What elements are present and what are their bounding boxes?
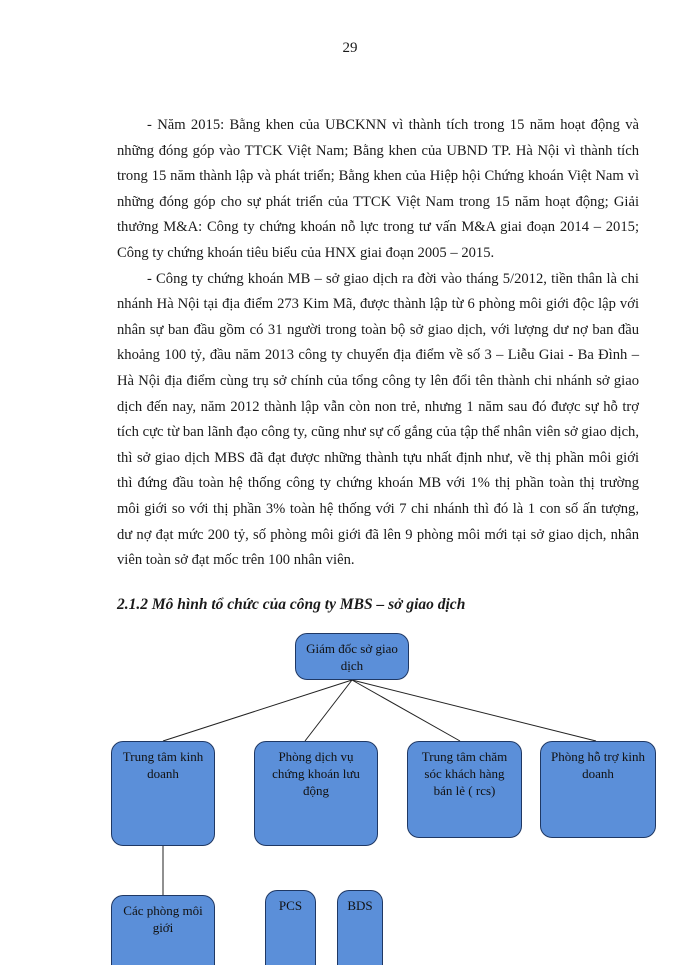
paragraph-history: - Công ty chứng khoán MB – sở giao dịch ra đời vào tháng 5/2012, tiền thân là chi nhánh Hà Nội tại địa điểm 273 Kim Mã, được thành lập từ 6 phòng môi giới độc lập với nhân sự ban đầu gồm có 31 người trong toàn bộ sở giao dịch, với lượng dư nợ ban đầu khoảng 100 tỷ, đầu năm 2013 công ty chuyển địa điểm về số 3 – Liễu Giai - Ba Đình – Hà Nội địa điểm cùng trụ sở chính của tổng công ty lên đổi tên thành chi nhánh sở giao dịch đến nay, năm 2012 thành lập vẫn còn non trẻ, nhưng 1 năm sau đó được sự hỗ trợ tích cực từ ban lãnh đạo công ty, cũng như sự cố gắng của tập thể nhân viên sở giao dịch, thì sở giao dịch MBS đã đạt được những thành tựu nhất định như, về thị phần môi giới thì đứng đầu toàn hệ thống công ty chứng khoán MB với 1% thị phần toàn thị trường môi giới so với thị phần 3% toàn hệ thống với 7 chi nhánh thì đó là 1 con số ấn tượng, dư nợ đạt mức 200 tỷ, số phòng môi giới đã lên 9 phòng môi mới tại sở giao dịch, nhân viên toàn sở đạt mốc trên 100 nhân viên. [117, 270, 639, 569]
page-number: 29 [342, 40, 358, 56]
connector-root-dept-1 [163, 680, 352, 741]
org-box-dept-rcs: Trung tâm chăm sóc khách hàng bán lẻ ( rcs) [407, 741, 522, 838]
connector-root-dept-3 [352, 680, 460, 741]
org-box-dept-phong-dich-vu: Phòng dịch vụ chứng khoán lưu động [254, 741, 378, 846]
section-heading: 2.1.2 Mô hình tổ chức của công ty MBS – sở giao dịch [117, 596, 466, 613]
org-box-dept-trung-tam-kinh-doanh: Trung tâm kinh doanh [111, 741, 215, 846]
org-box-sub-phong-moi-gioi: Các phòng môi giới [111, 895, 215, 965]
body-text [117, 113, 639, 574]
org-box-sub-bds: BDS [337, 890, 383, 965]
org-box-sub-pcs: PCS [265, 890, 316, 965]
org-box-dept-ho-tro-kinh-doanh: Phòng hỗ trợ kinh doanh [540, 741, 656, 838]
connector-root-dept-2 [305, 680, 352, 741]
paragraph-awards: - Năm 2015: Bằng khen của UBCKNN vì thành tích trong 15 năm hoạt động và những đóng góp vào TTCK Việt Nam; Bằng khen của UBND TP. Hà Nội vì thành tích trong 15 năm thành lập và phát triển; Bằng khen của Hiệp hội Chứng khoán Việt Nam vì những đóng góp cho sự phát triển của TTCK Việt Nam trong 15 năm hoạt động; Giải thưởng M&A: Công ty chứng khoán nỗ lực trong tư vấn M&A giai đoạn 2014 – 2015; Công ty chứng khoán tiêu biểu của HNX giai đoạn 2005 – 2015. [117, 117, 639, 261]
connector-root-dept-4 [352, 680, 596, 741]
org-box-root: Giám đốc sở giao dịch [295, 633, 409, 680]
